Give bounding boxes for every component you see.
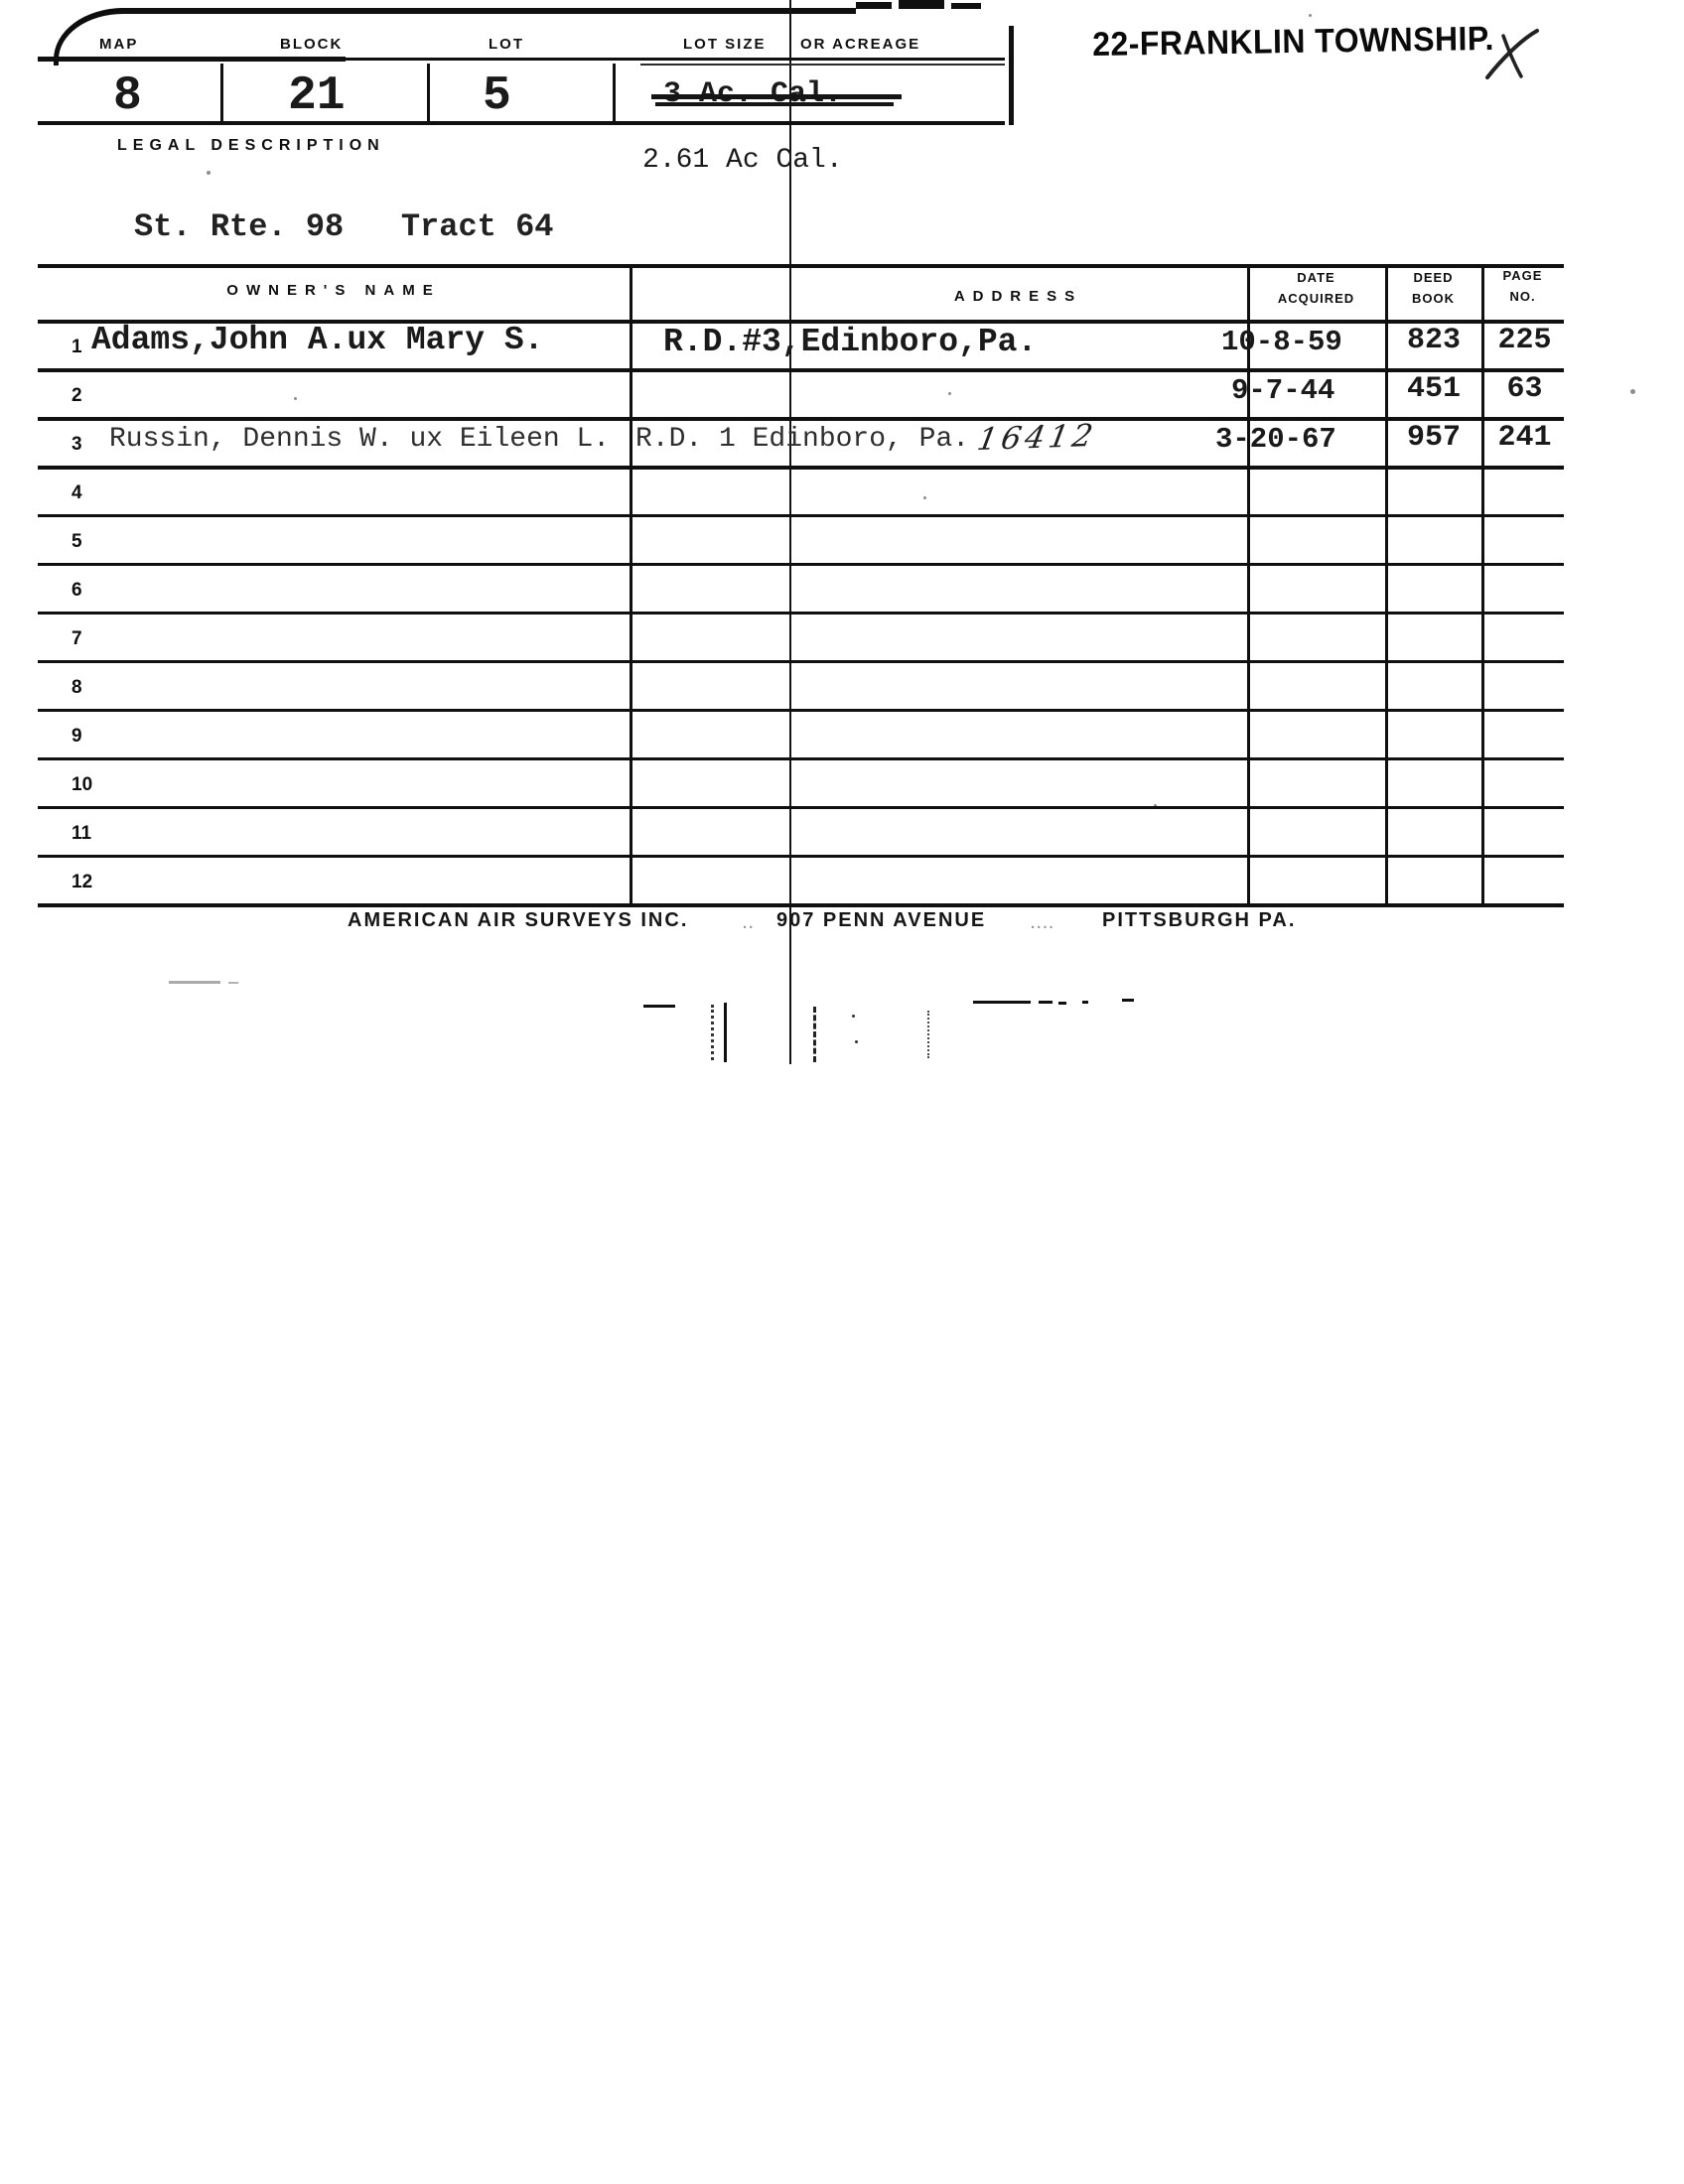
row-number: 2 — [71, 385, 82, 406]
row-number: 10 — [71, 774, 93, 795]
deed-book-cell: 823 — [1406, 324, 1461, 357]
scan-artifact — [228, 982, 238, 984]
scan-artifact — [856, 2, 892, 9]
row-border — [38, 514, 1564, 517]
footer-separator: .. — [743, 915, 756, 932]
or-acreage-label: OR ACREAGE — [800, 36, 921, 53]
scan-artifact — [852, 1015, 855, 1018]
row-border — [38, 466, 1564, 470]
address-cell: R.D.#3,Edinboro,Pa. — [663, 324, 1038, 360]
row-border — [38, 563, 1564, 566]
table-top-border — [38, 264, 1564, 268]
block-label: BLOCK — [280, 36, 344, 53]
card-top-border — [119, 8, 856, 14]
date-acquired-cell: 3-20-67 — [1215, 423, 1336, 456]
scan-artifact — [899, 0, 944, 9]
block-value: 21 — [288, 69, 346, 123]
address-cell: R.D. 1 Edinboro, Pa. — [635, 424, 970, 455]
cell-divider — [427, 64, 430, 121]
zip-handwritten: 16412 — [974, 417, 1100, 459]
township-stamp: 22-FRANKLIN TOWNSHIP. — [1092, 19, 1495, 64]
acreage-value: 2.61 Ac Cal. — [642, 145, 843, 176]
scan-artifact — [724, 1003, 727, 1062]
row-border — [38, 417, 1564, 421]
row-number: 4 — [71, 482, 82, 503]
cell-divider — [613, 64, 616, 121]
map-value: 8 — [113, 69, 142, 123]
legal-description-label: LEGAL DESCRIPTION — [117, 137, 385, 154]
row-border — [38, 709, 1564, 712]
scan-artifact — [1058, 1002, 1066, 1005]
column-divider-owner — [630, 264, 632, 907]
row-border — [38, 660, 1564, 663]
row-number: 6 — [71, 580, 82, 601]
map-label: MAP — [99, 36, 139, 53]
scan-artifact — [951, 3, 981, 9]
lot-value: 5 — [483, 69, 511, 123]
row-number: 11 — [71, 823, 92, 844]
row-border — [38, 903, 1564, 907]
date-acquired-header: DATE — [1297, 270, 1335, 285]
scan-artifact — [643, 1005, 675, 1008]
address-header: ADDRESS — [953, 288, 1083, 305]
header-underline — [38, 58, 1005, 61]
row-number: 8 — [71, 677, 82, 698]
header-box-right-border — [1009, 26, 1014, 125]
strikethrough-mark — [651, 94, 902, 99]
owner-name-cell: Adams,John A.ux Mary S. — [91, 322, 544, 358]
ink-speck — [294, 397, 297, 400]
deed-book-cell: 451 — [1406, 372, 1461, 406]
owner-name-header: OWNER'S NAME — [226, 282, 441, 299]
footer-separator: .... — [1031, 915, 1055, 932]
date-acquired-cell: 9-7-44 — [1231, 374, 1335, 407]
row-number: 5 — [71, 531, 82, 552]
scan-artifact — [855, 1040, 858, 1043]
scan-artifact — [1122, 999, 1134, 1002]
header-bottom-border — [38, 121, 1005, 125]
date-acquired-cell: 10-8-59 — [1221, 326, 1342, 358]
row-number: 12 — [71, 872, 93, 892]
cell-divider — [220, 64, 223, 121]
ink-speck — [1309, 14, 1312, 17]
owner-name-cell: Russin, Dennis W. ux Eileen L. — [109, 424, 611, 455]
page-no-header-line2: NO. — [1509, 289, 1536, 304]
handwritten-x-mark — [1481, 28, 1543, 83]
legal-description-value: St. Rte. 98 Tract 64 — [134, 208, 554, 245]
page-no-header: PAGE — [1502, 268, 1543, 283]
scan-artifact — [813, 1007, 816, 1062]
scan-artifact — [973, 1001, 1031, 1004]
deed-book-cell: 957 — [1406, 421, 1461, 455]
scan-artifact — [1082, 1001, 1088, 1004]
scan-artifact — [169, 981, 220, 984]
row-border — [38, 368, 1564, 372]
lot-label: LOT — [489, 36, 524, 53]
page-no-cell: 241 — [1497, 421, 1552, 455]
row-border — [38, 806, 1564, 809]
ink-speck — [948, 392, 951, 395]
page-no-cell: 63 — [1506, 372, 1543, 406]
row-border — [38, 612, 1564, 614]
scan-artifact — [1039, 1001, 1052, 1004]
ink-speck — [207, 171, 210, 175]
deed-book-header-line2: BOOK — [1412, 291, 1455, 306]
row-number: 9 — [71, 726, 82, 747]
date-acquired-header-line2: ACQUIRED — [1277, 291, 1355, 306]
row-number: 1 — [71, 337, 82, 357]
lot-size-label: LOT SIZE — [683, 36, 767, 53]
ink-speck — [1630, 389, 1635, 394]
footer-city: PITTSBURGH PA. — [1102, 909, 1297, 931]
ink-speck — [923, 496, 926, 499]
scan-artifact — [927, 1011, 929, 1058]
page-no-cell: 225 — [1497, 324, 1552, 357]
strikethrough-mark — [655, 102, 894, 106]
row-border — [38, 855, 1564, 858]
footer-company: AMERICAN AIR SURVEYS INC. — [348, 909, 689, 931]
deed-book-header: DEED — [1413, 270, 1454, 285]
row-number: 3 — [71, 434, 82, 455]
row-number: 7 — [71, 628, 82, 649]
header-underline-double — [640, 64, 1005, 66]
scan-artifact — [711, 1005, 714, 1060]
row-border — [38, 757, 1564, 760]
footer-street: 907 PENN AVENUE — [776, 909, 987, 931]
